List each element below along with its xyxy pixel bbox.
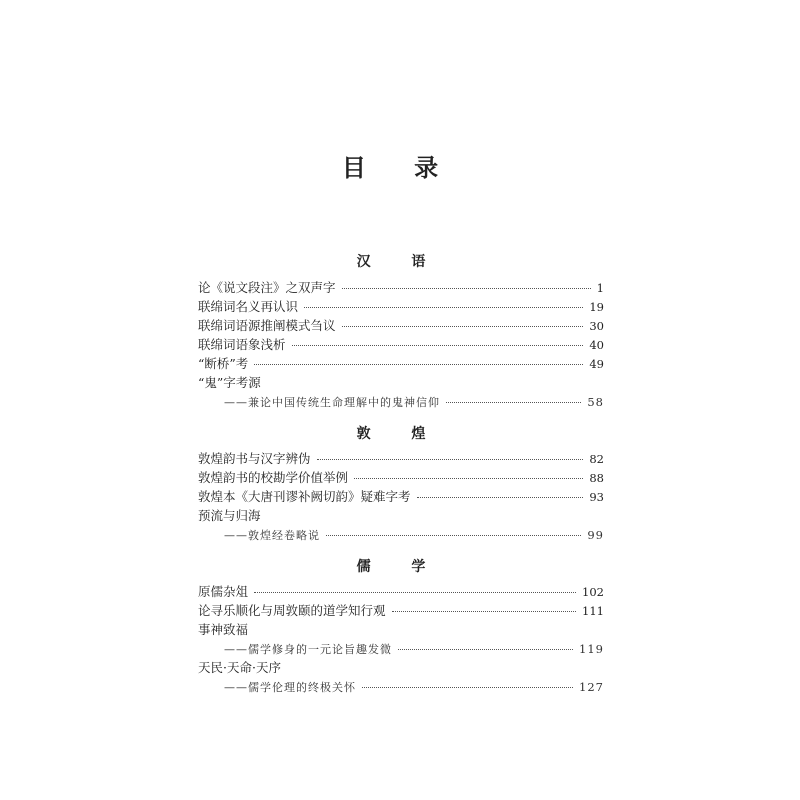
dot-leader [304, 306, 583, 308]
dot-leader [342, 325, 584, 327]
toc-entry[interactable] [198, 659, 604, 677]
entry-page-number: 93 [589, 490, 604, 504]
section-heading-hanyu: 汉 语 [356, 254, 444, 270]
entry-page-number: 102 [582, 585, 604, 599]
entry-page-number: 1 [596, 281, 604, 295]
toc-entry[interactable] [198, 298, 604, 316]
toc-entry[interactable] [198, 621, 604, 639]
entry-page-number: 119 [579, 642, 604, 656]
section-heading-dunhuang: 敦 煌 [356, 426, 444, 442]
section-heading-ruxue: 儒 学 [356, 559, 444, 575]
toc-entry[interactable] [198, 469, 604, 487]
entry-title: “鬼”字考源 [198, 375, 261, 390]
toc-entry[interactable] [198, 602, 604, 620]
dot-leader [446, 401, 581, 403]
toc-entry[interactable] [198, 336, 604, 354]
entry-page-number: 111 [582, 604, 604, 618]
entry-title: 原儒杂俎 [198, 584, 249, 599]
entry-page-number: 30 [589, 319, 604, 333]
dot-leader [354, 477, 583, 479]
dot-leader [342, 287, 591, 289]
toc-entry[interactable] [198, 374, 604, 392]
dot-leader [317, 458, 584, 460]
entry-title: 敦煌韵书的校勘学价值举例 [198, 470, 349, 485]
entry-title: 天民·天命·天序 [198, 660, 281, 675]
entry-subtitle: ——儒学修身的一元论旨趣发微 [224, 643, 392, 656]
entry-subtitle: ——敦煌经卷略说 [224, 529, 320, 542]
entry-page-number: 19 [589, 300, 604, 314]
toc-entry[interactable] [198, 507, 604, 525]
entry-title: 论寻乐顺化与周敦颐的道学知行观 [198, 603, 386, 618]
entry-page-number: 82 [589, 452, 604, 466]
entry-title: 论《说文段注》之双声字 [198, 280, 336, 295]
toc-subentry[interactable] [224, 678, 604, 696]
entry-title: 联绵词名义再认识 [198, 299, 299, 314]
dot-leader [326, 534, 581, 536]
toc-entry[interactable] [198, 317, 604, 335]
entry-title: 事神致福 [198, 622, 249, 637]
entry-page-number: 88 [589, 471, 604, 485]
toc-entry[interactable] [198, 450, 604, 468]
entry-title: “断桥”考 [198, 356, 249, 371]
entry-page-number: 58 [587, 395, 604, 409]
entry-page-number: 127 [579, 680, 604, 694]
toc-entry[interactable] [198, 488, 604, 506]
entry-title: 敦煌本《大唐刊谬补阙切韵》疑难字考 [198, 489, 411, 504]
dot-leader [417, 496, 584, 498]
dot-leader [398, 648, 573, 650]
entry-page-number: 40 [589, 338, 604, 352]
entry-title: 敦煌韵书与汉字辨伪 [198, 451, 311, 466]
entry-page-number: 99 [587, 528, 604, 542]
dot-leader [362, 686, 573, 688]
entry-subtitle: ——兼论中国传统生命理解中的鬼神信仰 [224, 396, 440, 409]
toc-subentry[interactable] [224, 526, 604, 544]
toc-entry[interactable] [198, 279, 604, 297]
page-title: 目 录 [341, 153, 459, 182]
toc-entry[interactable] [198, 583, 604, 601]
dot-leader [254, 591, 576, 593]
dot-leader [392, 610, 577, 612]
toc-subentry[interactable] [224, 393, 604, 411]
dot-leader [292, 344, 584, 346]
entry-page-number: 49 [589, 357, 604, 371]
entry-title: 联绵词语源推阐模式刍议 [198, 318, 336, 333]
entry-title: 预流与归海 [198, 508, 261, 523]
dot-leader [254, 363, 583, 365]
entry-subtitle: ——儒学伦理的终极关怀 [224, 681, 356, 694]
toc-subentry[interactable] [224, 640, 604, 658]
toc-entry[interactable] [198, 355, 604, 373]
entry-title: 联绵词语象浅析 [198, 337, 286, 352]
